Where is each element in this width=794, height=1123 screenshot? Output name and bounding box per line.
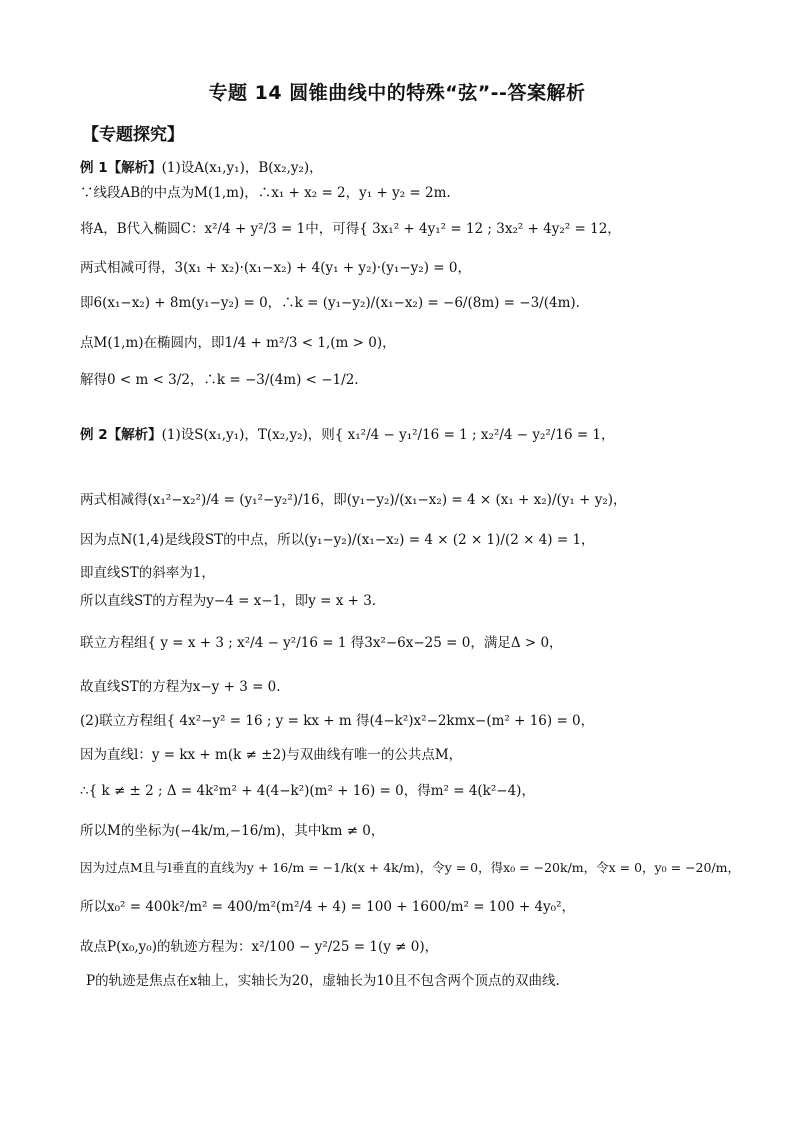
line-text: (1)设S(x₁,y₁)，T(x₂,y₂)，则{ x₁²/4 − y₁²/16 = 1 ; x₂²/4 − y₂²/16 = 1， — [161, 427, 615, 443]
line-text: 联立方程组{ y = x + 3 ; x²/4 − y²/16 = 1 得3x²−6x−25 = 0，满足Δ > 0， — [80, 635, 563, 651]
text-line — [80, 258, 471, 278]
line-text: 所以M的坐标为(−4k/m,−16/m)，其中km ≠ 0， — [80, 823, 385, 839]
text-line — [80, 490, 627, 510]
line-text: 因为直线l：y = kx + m(k ≠ ±2)与双曲线有唯一的公共点M， — [80, 747, 463, 763]
line-text: 所以x₀² = 400k²/m² = 400/m²(m²/4 + 4) = 100 + 1600/m² = 100 + 4y₀²， — [80, 899, 576, 915]
text-line — [80, 633, 563, 653]
line-text: ∴{ k ≠ ± 2 ; Δ = 4k²m² + 4(4−k²)(m² + 16) = 0，得m² = 4(k²−4)， — [80, 783, 535, 799]
line-text: 解得0 < m < 3/2，∴k = −3/(4m) < −1/2. — [80, 372, 359, 388]
line-text: 所以直线ST的方程为y−4 = x−1，即y = x + 3. — [80, 593, 377, 609]
text-line — [80, 781, 535, 801]
line-text: 即6(x₁−x₂) + 8m(y₁−y₂) = 0，∴k = (y₁−y₂)/(x₁−x₂) = −6/(8m) = −3/(4m). — [80, 295, 580, 311]
line-text: ∵线段AB的中点为M(1,m)，∴x₁ + x₂ = 2，y₁ + y₂ = 2m. — [80, 185, 451, 201]
text-line — [80, 530, 595, 550]
line-text: (1)设A(x₁,y₁)，B(x₂,y₂)， — [161, 160, 323, 176]
text-line — [80, 158, 323, 178]
line-text: 点M(1,m)在椭圆内，即1/4 + m²/3 < 1,(m > 0)， — [80, 335, 396, 351]
line-text: 两式相减得(x₁²−x₂²)/4 = (y₁²−y₂²)/16，即(y₁−y₂)/(x₁−x₂) = 4 × (x₁ + x₂)/(y₁ + y₂)， — [80, 492, 627, 508]
line-text: P的轨迹是焦点在x轴上，实轴长为20，虚轴长为10且不包含两个顶点的双曲线. — [86, 973, 560, 989]
text-line — [80, 183, 451, 203]
line-text: 即直线ST的斜率为1， — [80, 565, 215, 581]
page-title: 专题 14 圆锥曲线中的特殊“弦”--答案解析 — [208, 82, 586, 104]
example-label: 例 1【解析】 — [80, 160, 162, 176]
text-line — [80, 591, 376, 611]
text-line — [80, 858, 740, 878]
text-line — [80, 745, 462, 765]
line-text: 将A，B代入椭圆C：x²/4 + y²/3 = 1中，可得{ 3x₁² + 4y₁² = 12 ; 3x₂² + 4y₂² = 12， — [80, 221, 621, 237]
text-line — [80, 293, 580, 313]
text-line — [86, 971, 560, 991]
text-line — [80, 711, 594, 731]
text-line — [80, 563, 215, 583]
text-line — [80, 677, 281, 697]
text-line — [80, 219, 621, 239]
example-label: 例 2【解析】 — [80, 427, 162, 443]
text-line — [80, 333, 396, 353]
line-text: (2)联立方程组{ 4x²−y² = 16 ; y = kx + m 得(4−k²)x²−2kmx−(m² + 16) = 0， — [80, 713, 595, 729]
text-line — [80, 821, 384, 841]
text-line — [80, 425, 615, 445]
line-text: 故点P(x₀,y₀)的轨迹方程为：x²/100 − y²/25 = 1(y ≠ 0)， — [80, 939, 439, 955]
line-text: 因为过点M且与l垂直的直线为y + 16/m = −1/k(x + 4k/m)，令y = 0，得x₀ = −20k/m，令x = 0，y₀ = −20/m， — [80, 860, 740, 875]
text-line — [80, 370, 359, 390]
line-text: 因为点N(1,4)是线段ST的中点，所以(y₁−y₂)/(x₁−x₂) = 4 × (2 × 1)/(2 × 4) = 1， — [80, 532, 595, 548]
line-text: 故直线ST的方程为x−y + 3 = 0. — [80, 679, 281, 695]
text-line — [80, 937, 438, 957]
text-line — [80, 897, 575, 917]
section-heading: 【专题探究】 — [82, 125, 184, 145]
line-text: 两式相减可得，3(x₁ + x₂)·(x₁−x₂) + 4(y₁ + y₂)·(y₁−y₂) = 0， — [80, 260, 471, 276]
